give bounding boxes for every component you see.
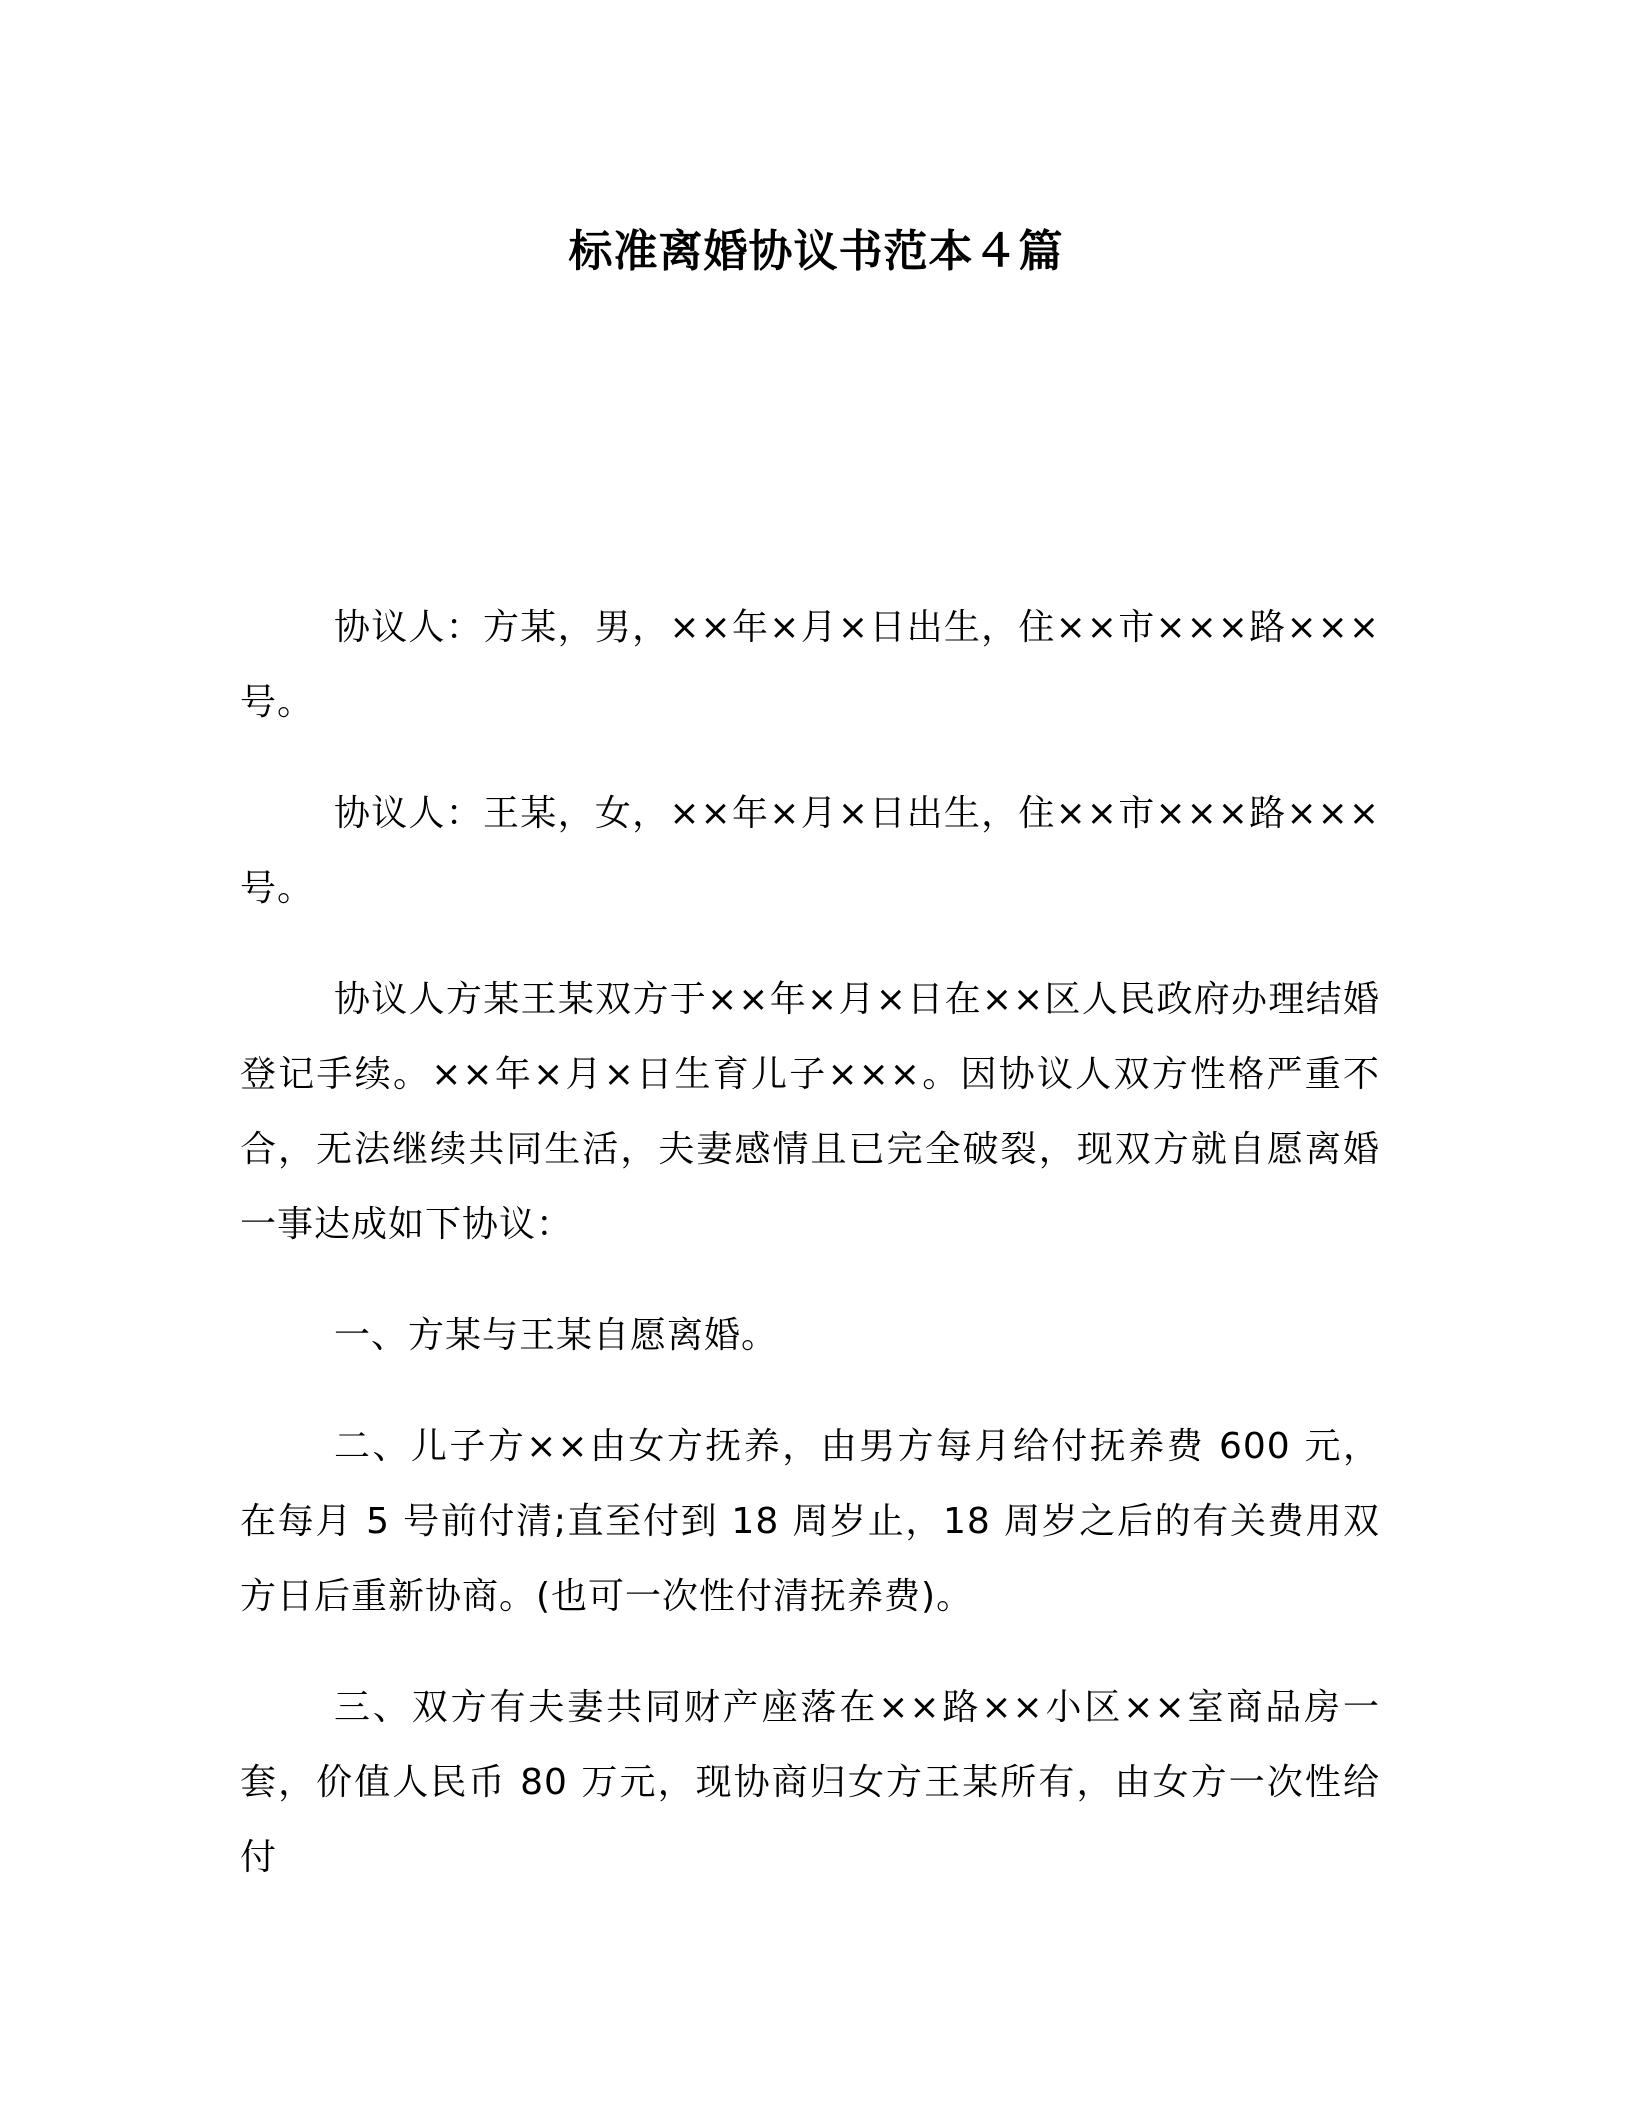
paragraph-clause-2: 二、儿子方××由女方抚养，由男方每月给付抚养费 600 元，在每月 5 号前付清;直至付到 18 周岁止，18 周岁之后的有关费用双方日后重新协商。(也可一次性付清抚养费)。 xyxy=(240,1426,1380,1617)
paragraph-party-male: 协议人：方某，男，××年×月×日出生，住××市×××路×××号。 xyxy=(240,607,1380,723)
paragraph-background: 协议人方某王某双方于××年×月×日在××区人民政府办理结婚登记手续。××年×月×日生育儿子×××。因协议人双方性格严重不合，无法继续共同生活，夫妻感情且已完全破裂，现双方就自愿离婚一事达成如下协议： xyxy=(240,979,1380,1245)
paragraph-clause-3: 三、双方有夫妻共同财产座落在××路××小区××室商品房一套，价值人民币 80 万元，现协商归女方王某所有，由女方一次性给付 xyxy=(240,1687,1380,1878)
document-body xyxy=(240,590,1380,1931)
paragraph-clause-1: 一、方某与王某自愿离婚。 xyxy=(334,1315,779,1356)
paragraph-party-female: 协议人：王某，女，××年×月×日出生，住××市×××路×××号。 xyxy=(240,793,1380,909)
document-title: 标准离婚协议书范本４篇 xyxy=(568,226,1064,277)
